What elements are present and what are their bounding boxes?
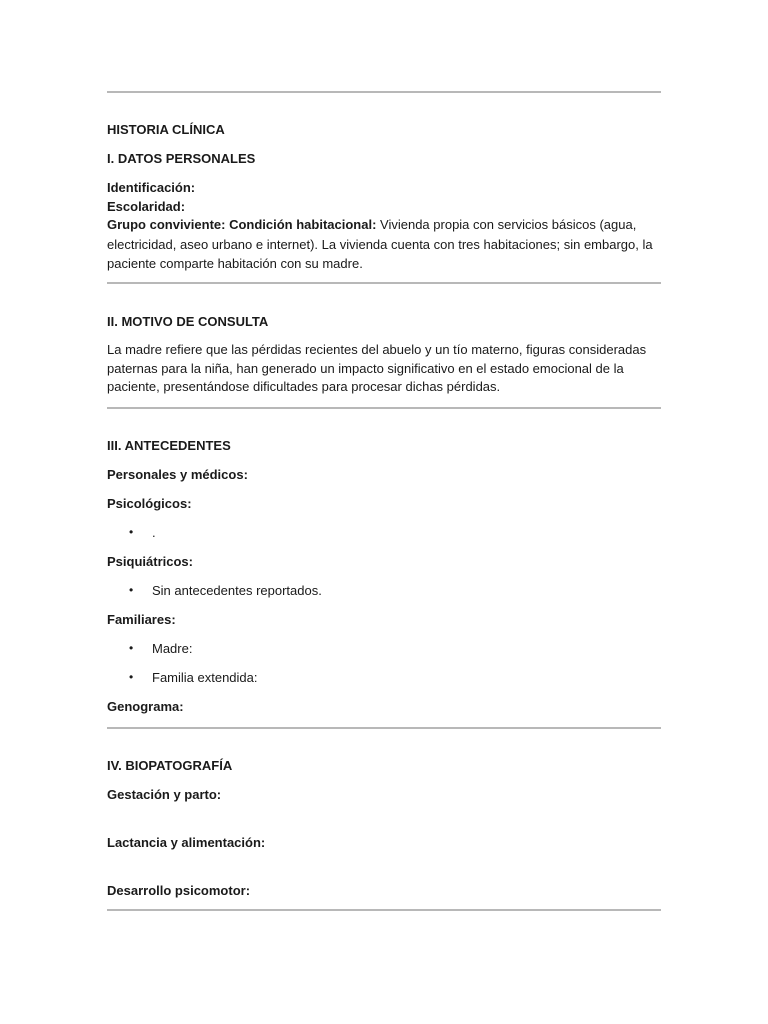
section-heading-motivo-consulta: II. MOTIVO DE CONSULTA [107,314,269,329]
section-heading-biopatografia: IV. BIOPATOGRAFÍA [107,758,233,773]
section-heading-datos-personales: I. DATOS PERSONALES [107,151,256,166]
list-item: Sin antecedentes reportados. [152,583,322,598]
identificacion-label: Identificación: [107,180,196,195]
gestacion-parto-label: Gestación y parto: [107,787,222,802]
list-item: Madre: [152,641,193,656]
document-title: HISTORIA CLÍNICA [107,122,225,137]
section-heading-antecedentes: III. ANTECEDENTES [107,438,231,453]
genograma-label: Genograma: [107,699,184,714]
divider [107,727,661,729]
divider [107,282,661,284]
personales-medicos-label: Personales y médicos: [107,467,248,482]
divider [107,909,661,911]
escolaridad-label: Escolaridad: [107,199,186,214]
motivo-consulta-text: La madre refiere que las pérdidas recientes del abuelo y un tío materno, figuras consideradas paternas para la niña, han generado un impacto significativo en el estado emocional de la paciente, presentándose dificultades para procesar dichas pérdidas. [107,342,647,394]
divider [107,91,661,93]
grupo-conviviente-paragraph [107,215,661,274]
bullet-icon: • [129,641,134,655]
psicologicos-label: Psicológicos: [107,496,192,511]
list-item: . [152,525,156,540]
psiquiatricos-label: Psiquiátricos: [107,554,193,569]
bullet-icon: • [129,670,134,684]
lactancia-alimentacion-label: Lactancia y alimentación: [107,835,266,850]
familiares-label: Familiares: [107,612,176,627]
bullet-icon: • [129,583,134,597]
bullet-icon: • [129,525,134,539]
desarrollo-psicomotor-label: Desarrollo psicomotor: [107,883,251,898]
grupo-conviviente-label: Grupo conviviente: Condición habitacional: [107,217,377,232]
list-item: Familia extendida: [152,670,258,685]
divider [107,407,661,409]
grupo-conviviente-text: Vivienda propia con servicios básicos (agua, electricidad, aseo urbano e internet). La vivienda cuenta con tres habitaciones; sin embargo, la paciente comparte habitación con su madre. [107,217,653,271]
